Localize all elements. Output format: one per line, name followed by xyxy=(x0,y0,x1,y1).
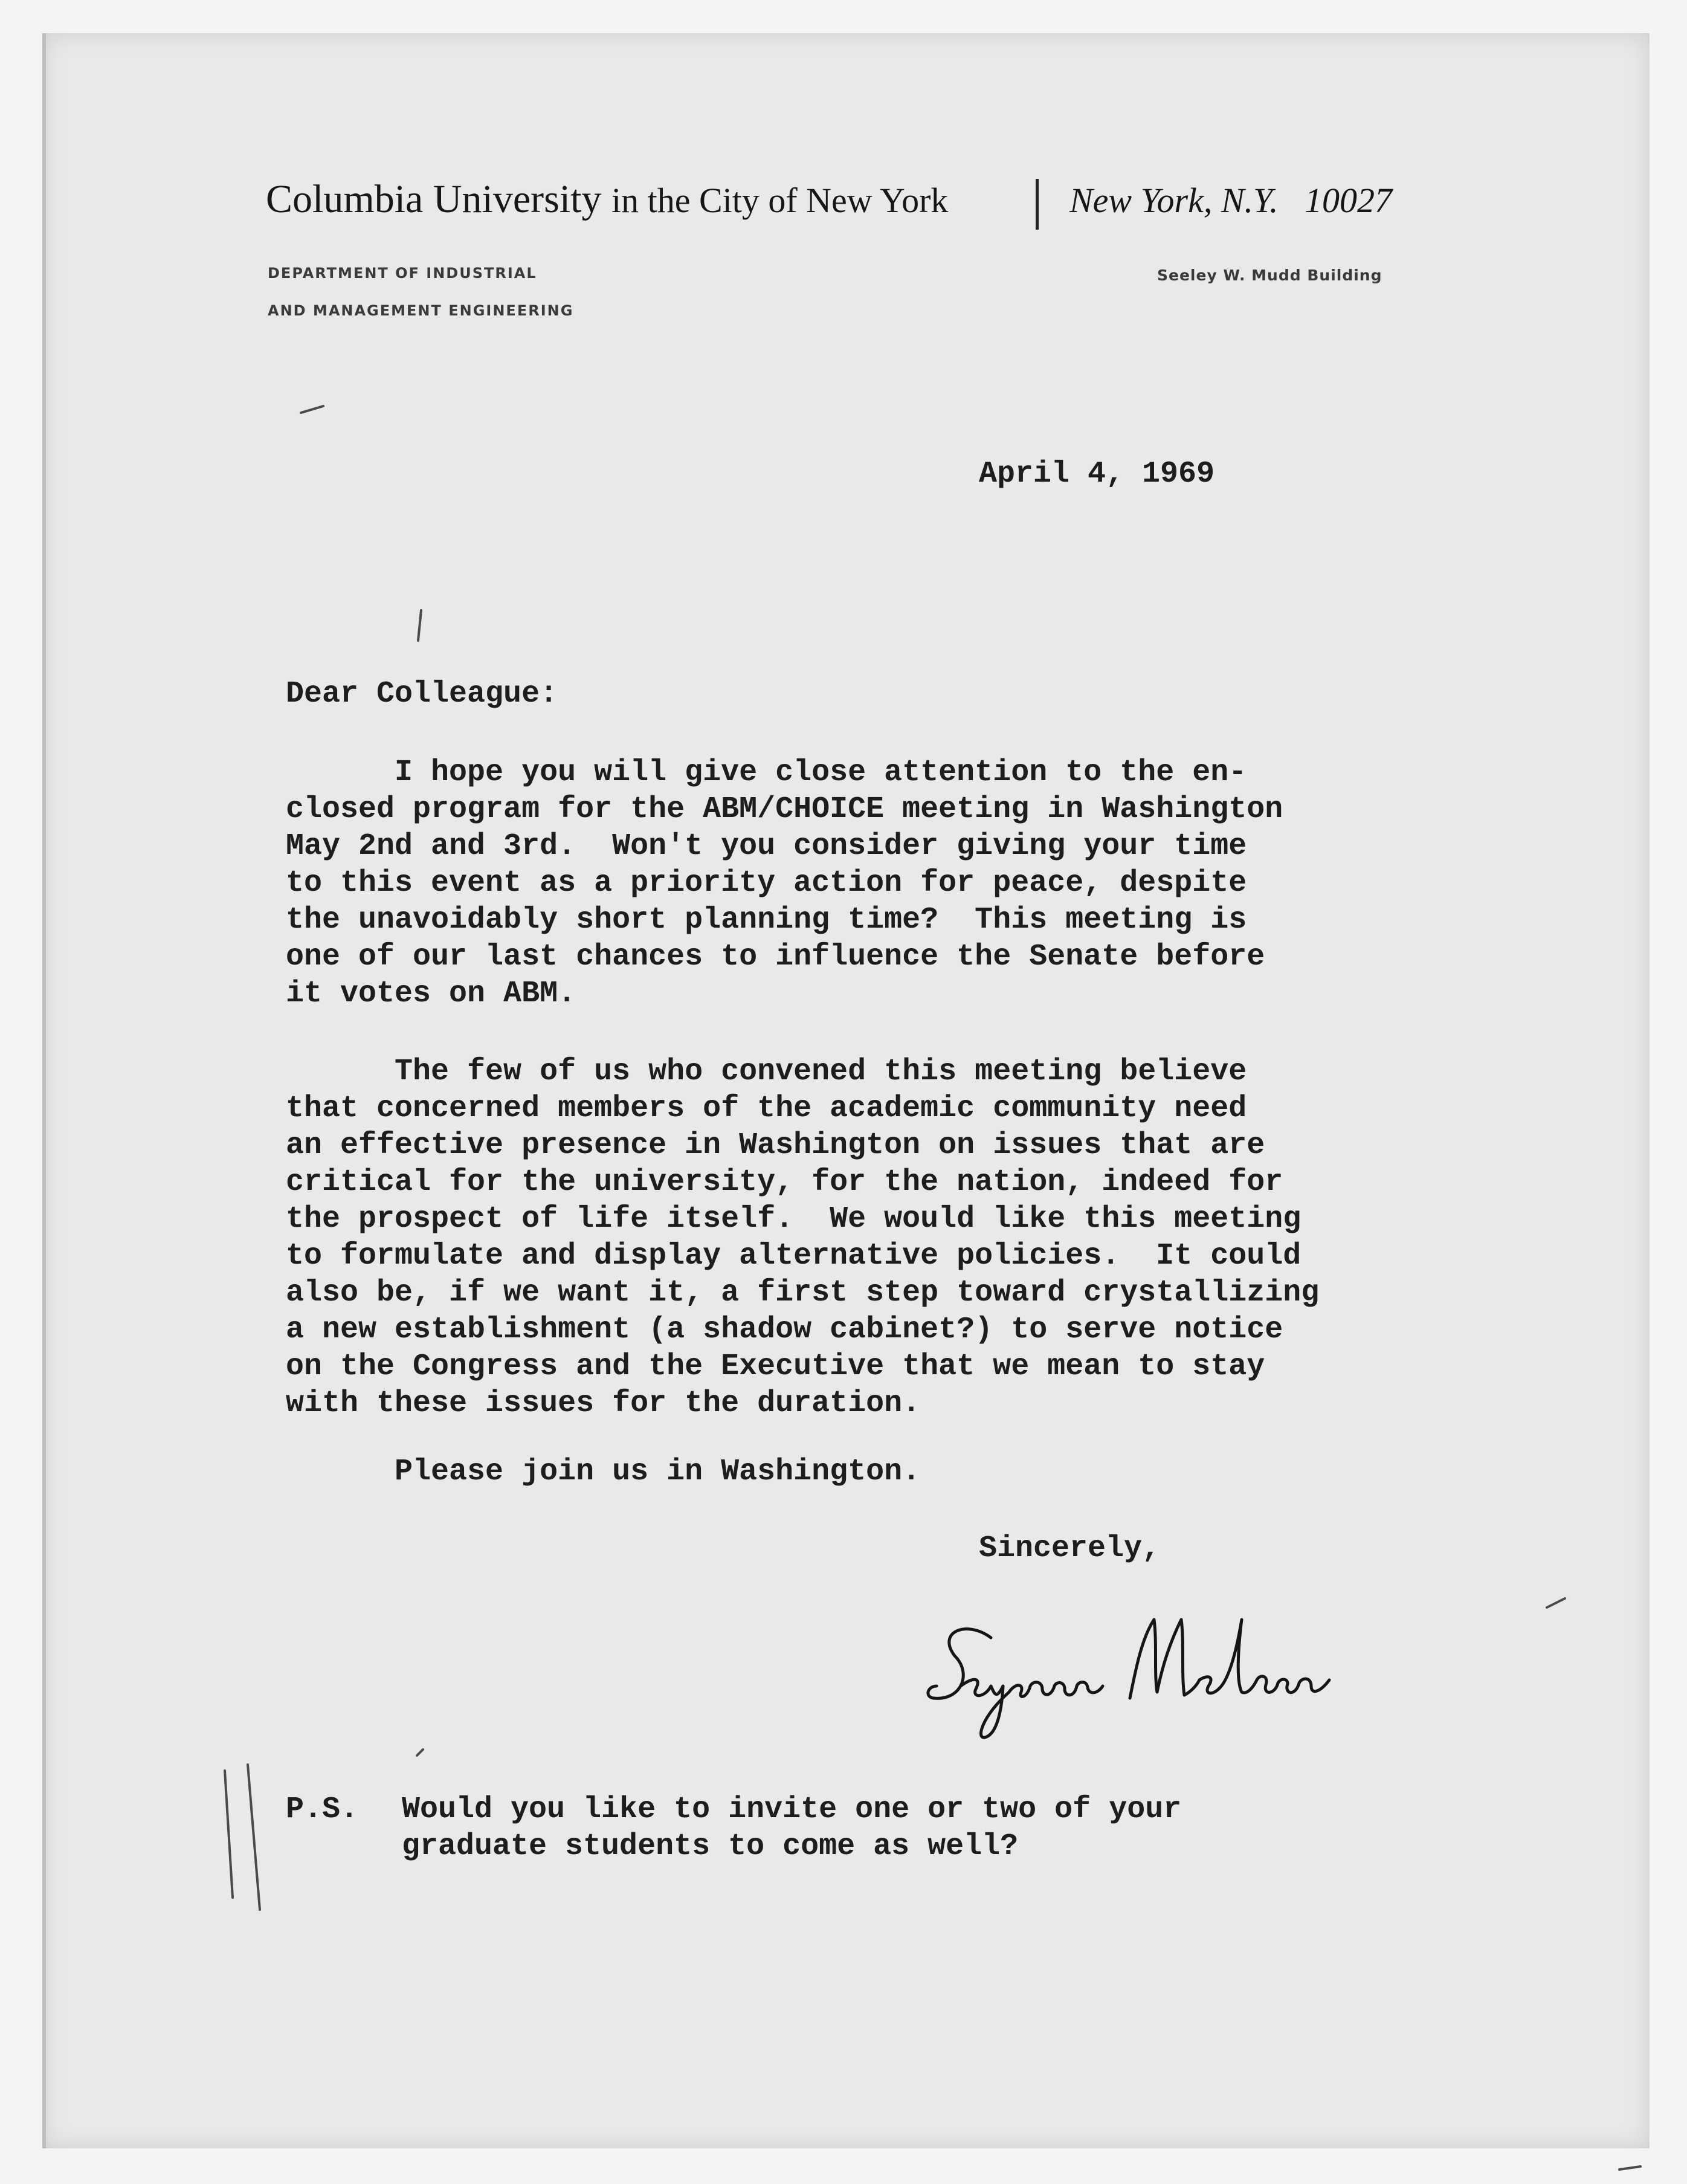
closing: Sincerely, xyxy=(979,1531,1161,1566)
institution-rest: in the City of New York xyxy=(611,181,949,220)
letterhead-address xyxy=(1069,180,1392,221)
signature-image xyxy=(924,1595,1347,1740)
building-name: Seeley W. Mudd Building xyxy=(1157,267,1382,284)
department-line-1: DEPARTMENT OF INDUSTRIAL xyxy=(268,265,537,282)
letterhead-city: New York, N.Y. xyxy=(1069,181,1279,220)
ps-text: Would you like to invite one or two of your graduate students to come as well? xyxy=(402,1792,1182,1864)
letter-date: April 4, 1969 xyxy=(979,457,1215,491)
paragraph-1: I hope you will give close attention to the en- closed program for the ABM/CHOICE meeting in Washington May 2nd and 3rd. Won't you consider giving your time to this event as a priority action for peace, despite the unavoidably short planning time? This meeting is one of our last chances to influence the Senate before it votes on ABM. xyxy=(286,755,1283,1011)
ps-label: P.S. xyxy=(286,1792,359,1827)
letterhead-divider xyxy=(1036,179,1039,230)
sheet-edge xyxy=(42,33,46,2148)
salutation: Dear Colleague: xyxy=(286,677,558,711)
institution-main: Columbia University xyxy=(266,177,602,221)
letterhead-institution xyxy=(266,176,948,222)
letterhead-zip: 10027 xyxy=(1304,181,1392,220)
paragraph-2: The few of us who convened this meeting believe that concerned members of the academic community need an effective presence in Washington on issues that are critical for the university, for the nation, indeed for the prospect of life itself. We would like this meeting to formulate and display alternative policies. It could also be, if we want it, a first step toward crystallizing a new establishment (a shadow cabinet?) to serve notice on the Congress and the Executive that we mean to stay with these issues for the duration. xyxy=(286,1055,1320,1421)
department-line-2: AND MANAGEMENT ENGINEERING xyxy=(268,302,574,319)
paragraph-3: Please join us in Washington. xyxy=(286,1455,921,1489)
